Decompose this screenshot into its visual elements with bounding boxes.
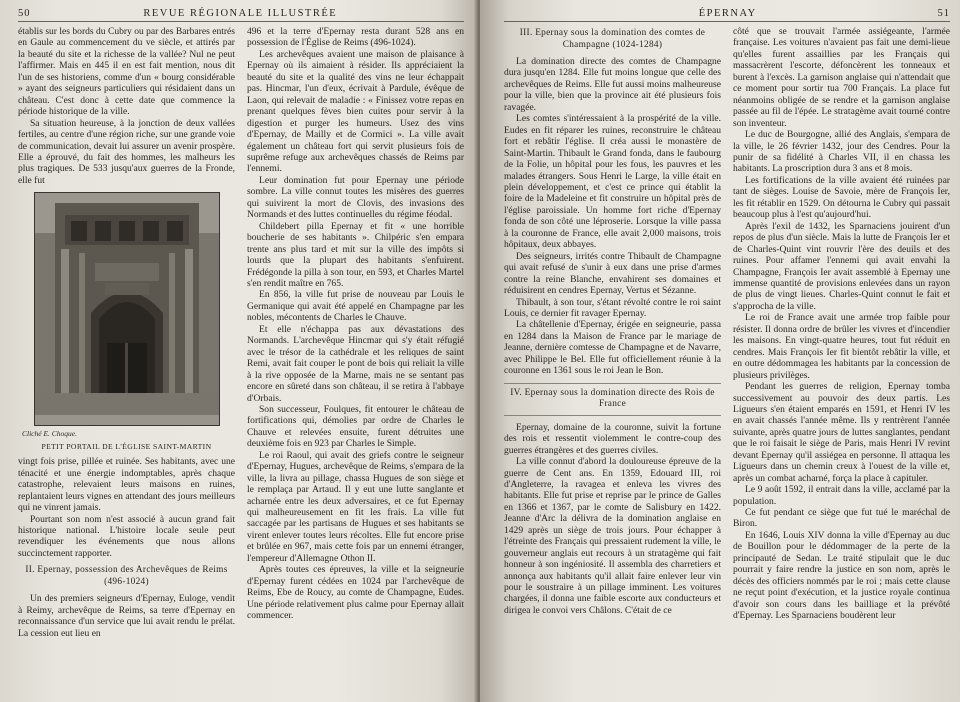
paragraph: Les fortifications de la ville avaient été ruinées par tant de sièges. Louise de Savoie, mère de François Ier, les fit rétablir en 1529. On détourna le Cubry qui passait beaucoup plus à l'est qu'aujourd'hui.: [733, 174, 950, 221]
paragraph: Pourtant son nom n'est associé à aucun grand fait historique national. L'histoire locale seule peut revendiquer les événements que nous allons succinctement rapporter.: [18, 513, 235, 559]
church-portal-photo: [34, 192, 220, 426]
left-page: [0, 0, 478, 702]
paragraph: établis sur les bords du Cubry ou par des Barbares entrés en Gaule au commencement du ve siècle, et attirés par la beauté du site et la richesse de la vallée? Nul ne peut l'affirmer. Mais en 445 il en est fait mention, nous dit l'un de ses historiens, comme d'un « bourg considérable » ayant des seigneurs particuliers qui résidaient dans un château. C'est donc à cette date que commence la période historique de la ville.: [18, 26, 235, 118]
paragraph: Childebert pilla Epernay et fit « une horrible boucherie de ses habitants ». Chilpéric s'en empara trente ans plus tard et mit sur la ville des impôts si lourds que la plupart des habitants s'enfuirent. Frédégonde la pilla à son tour, en 593, et Charles Martel s'en rendit maître en 765.: [247, 220, 464, 289]
right-page: [480, 0, 960, 702]
paragraph: La ville connut d'abord la douloureuse épreuve de la guerre de Cent ans. En 1359, Edouard III, roi d'Angleterre, la ravagea et enleva les vivres des habitants. Elle fut prise et reprise par le prince de Galles en 1366 et 1367, par le comte de Salisbury en 1422. Jeanne d'Arc la délivra de la domination anglaise en 1429 après un siège de trois jours. Pour échapper à l'étreinte des Français qui pressaient rudement la ville, le gouverneur anglais eut recours à un stratagème qui fait honneur à son ingéniosité. Il assembla des charretiers et annonça aux habitants qu'il allait faire enlever leur vin pour le soustraire à un pillage imminent. Les voitures chargées, il donna une faible escorte aux conducteurs et dirigea le convoi vers Châlons. C'était de ce: [504, 456, 721, 616]
paragraph: côté que se trouvait l'armée assiégeante, l'armée française. Les voitures n'avaient pas fait une demi-lieue qu'elles furent assaillies par les Français qui massacrèrent l'escorte, défoncèrent les tonneaux et burent à l'excès. La garnison anglaise qui n'attendait que ce moment pour sortir tua 700 Français. La place fut néanmoins obligée de se rendre et la garnison anglaise passée au fil de l'épée. Le stratagème avait tourné contre son inventeur.: [733, 26, 950, 129]
paragraph: Ce fut pendant ce siège que fut tué le maréchal de Biron.: [733, 507, 950, 530]
paragraph: Après toutes ces épreuves, la ville et la seigneurie d'Epernay furent cédées en 1024 par l'archevêque de Reims, Ebe de Roucy, au comte de Champagne, Eudes. Une période relativement plus calme pour Epernay allait commencer.: [247, 564, 464, 622]
section-heading-3: III. Epernay sous la domination des comtes de Champagne (1024-1284): [519, 28, 706, 50]
right-column-2: [733, 26, 950, 622]
left-column-1: [18, 26, 235, 639]
photo-credit: Cliché E. Choque.: [22, 429, 77, 439]
paragraph: Leur domination fut pour Epernay une période sombre. La ville connut toutes les misères des guerres qui suivirent la mort de Clovis, des invasions des Normands et des luttes continuelles du régime féodal.: [247, 174, 464, 221]
paragraph: Son successeur, Foulques, fit entourer le château de fortifications qui, démolies par ordre de Charles le Chauve et relevées ensuite, furent détruites une deuxième fois en 923 par Charles le Simple.: [247, 403, 464, 450]
left-column-2: [247, 26, 464, 639]
right-page-number: 51: [937, 8, 950, 19]
paragraph: Un des premiers seigneurs d'Epernay, Euloge, vendit à Reimy, archevêque de Reims, sa terre d'Epernay en reconnaissance d'un service que lui avait rendu le prélat. La cession eut lieu en: [18, 593, 235, 639]
paragraph: Le duc de Bourgogne, allié des Anglais, s'empara de la ville, le 26 février 1432, jour des Cendres. Pour la punir de sa fidélité à Charles VII, il en chassa les habitants. La proscription dura 3 ans et 8 mois.: [733, 129, 950, 175]
left-running-title: REVUE RÉGIONALE ILLUSTRÉE: [143, 8, 338, 19]
paragraph: Epernay, domaine de la couronne, suivit la fortune des rois et ressentit violemment le contre-coup des guerres étrangères et des guerres civiles.: [504, 421, 721, 456]
paragraph: vingt fois prise, pillée et ruinée. Ses habitants, avec une ténacité et une énergie indomptables, après chaque catastrophe, relevaient leurs maisons en ruines, replantaient leurs vignes en attendant des jours meilleurs qui ne vinrent jamais.: [18, 456, 235, 514]
right-columns: [504, 26, 950, 622]
section-heading-2: II. Epernay, possession des Archevêques de Reims (496-1024): [25, 565, 228, 587]
paragraph: 496 et la terre d'Epernay resta durant 528 ans en possession de l'Église de Reims (496-1024).: [247, 26, 464, 49]
paragraph: Après l'exil de 1432, les Sparnaciens jouirent d'un repos de plus d'un siècle. Mais la lutte de François Ier et de Charles-Quint vint rouvrir l'ère des deuils et des ruines. Pour affamer l'ennemi qui avait envahi la Champagne, François Ier avait assemblé à Epernay une immense quantité de provisions enlevées dans un rayon de plus de vingt lieues. Charles-Quint connut le fait et s'approcha de la ville.: [733, 220, 950, 312]
left-columns: [18, 26, 464, 639]
paragraph: En 1646, Louis XIV donna la ville d'Epernay au duc de Bouillon pour le dédommager de la perte de la principauté de Sedan. Le traité stipulait que le duc pourrait y faire rendre la justice en son nom, après le décès des officiers nommés par le roi ; mais cette clause ne reçut point d'exécution, et la justice royale continua d'avoir son cours dans les bailliage et la prévôté d'Epernay. Les Sparnaciens boudèrent leur: [733, 529, 950, 622]
right-column-1: [504, 26, 721, 622]
figure-church-portal: [18, 192, 235, 452]
left-page-number: 50: [18, 8, 31, 19]
paragraph: Le roi de France avait une armée trop faible pour résister. Il donna ordre de brûler les vivres et d'incendier les maisons. En vingt-quatre heures, tout fut réduit en cendres. Mais François Ier fit bientôt rebâtir la ville, et en outre dédommagea les habitants par la concession de plusieurs privilèges.: [733, 312, 950, 381]
section-divider: [504, 383, 721, 416]
paragraph: La domination directe des comtes de Champagne dura jusqu'en 1284. Elle fut moins longue que celle des archevêques de Reims. Elle fut aussi moins malheureuse pour la ville, bien que la province ait été plusieurs fois ravagée.: [504, 56, 721, 113]
paragraph: En 856, la ville fut prise de nouveau par Louis le Germanique qui avait été appelé en Champagne par les nobles, mécontents de Charles le Chauve.: [247, 289, 464, 324]
paragraph: Et elle n'échappa pas aux dévastations des Normands. L'archevêque Hincmar qui s'y était réfugié avec le trésor de la cathédrale et les reliques de saint Remi, avait fait couper le pont de bois qui reliait la ville à la rive opposée de la Marne, mais ne se sentant pas encore en sûreté dans son château, il se retira à l'abbaye d'Orbais.: [247, 323, 464, 404]
photo-caption: PETIT PORTAIL DE L'ÉGLISE SAINT-MARTIN: [41, 441, 212, 451]
paragraph: Les comtes s'intéressaient à la prospérité de la ville. Eudes en fit réparer les ruines, reconstruire le château fort et rebâtir l'église. Il créa aussi le monastère de Saint-Martin. Thibault le Grand fonda, dans le faubourg de la Folie, un hôpital pour les fous, les pauvres et les malades étrangers. Sous Henri le Large, la ville était en plein développement, et c'est ce prince qui établit la foire de la Madeleine et fit construire un hôpital près de l'église paroissiale. Un homme fort riche d'Epernay fonda de son côté une léproserie. Lorsque la ville passa à la couronne de France, elle avait 2,000 maisons, trois hôpitaux, deux abbayes.: [504, 113, 721, 251]
left-running-head: [18, 8, 464, 22]
paragraph: Pendant les guerres de religion, Epernay tomba successivement au pouvoir des deux partis. Les Ligueurs s'en étaient emparés en 1591, et Henri IV les en avait chassés l'année même. Ils y rentrèrent l'année suivante, après quatre jours de luttes sanglantes, pendant que le roi faisait le siège de Paris, mais Henri IV revint devant Epernay qu'il assiégea en personne. Il attaqua les Ligueurs dans un chemin creux à l'ouest de la ville et, après un combat acharné, força la place à capituler.: [733, 381, 950, 484]
section-heading-4: IV. Epernay sous la domination directe des Rois de France: [510, 387, 715, 410]
paragraph: Thibault, à son tour, s'étant révolté contre le roi saint Louis, ce dernier fit ravager Epernay.: [504, 296, 721, 319]
paragraph: Les archevêques avaient une maison de plaisance à Epernay où ils aimaient à résider. Ils appréciaient la beauté du site et la qualité des vins ne leur échappait pas. Hincmar, l'un d'eux, écrivait à Pardule, évêque de Laon, qui relevait de maladie : « Finissez votre repas en prenant quelques fèves bien cuites pour servir à la digestion et purger les humeurs. Usez des vins d'Epernay, de Mailly et de Cormici ». La ville avait également un château fort qui servit plusieurs fois de suprême refuge aux archevêques chassés de Reims par l'ennemi.: [247, 48, 464, 175]
paragraph: Sa situation heureuse, à la jonction de deux vallées fertiles, au centre d'une région riche, sur une grande voie de communication, devait lui assurer un avenir prospère. Elle a éprouvé, du fait des hommes, les malheurs les plus tragiques. De 533 jusqu'aux guerres de la Fronde, elle fut: [18, 117, 235, 186]
right-running-head: [504, 8, 950, 22]
paragraph: Le roi Raoul, qui avait des griefs contre le seigneur d'Epernay, Hugues, archevêque de Reims, s'empara de la ville, la livra au pillage, chassa Hugues de son siège et le remplaça par Artaud. Il y eut une lutte sanglante et acharnée entre les deux adversaires, et ce fut Epernay qui malheureusement en fit les frais. La ville fut saccagée par les partisans de Hugues et ses habitants se virent enlever toutes leurs récoltes. Elle fut encore prise et brûlée en 967, mais cette fois par un ennemi étranger, l'empereur d'Allemagne Othon II.: [247, 449, 465, 564]
paragraph: Le 9 août 1592, il entrait dans la ville, acclamé par la population.: [733, 484, 950, 507]
right-running-title: ÉPERNAY: [698, 8, 757, 19]
paragraph: Des seigneurs, irrités contre Thibault de Champagne qui avait refusé de s'unir à eux dans une prise d'armes contre la reine Blanche, envahirent ses domaines et réduisirent en cendres Epernay, Vertus et Sézanne.: [504, 250, 721, 297]
paragraph: La châtellenie d'Epernay, érigée en seigneurie, passa en 1284 dans la Maison de France par le mariage de Jeanne, dernière comtesse de Champagne et de Navarre, avec Philippe le Bel. Elle fut officiellement réunie à la couronne en 1361 sous le roi Jean le Bon.: [504, 319, 721, 377]
church-portal-illustration: [35, 193, 219, 425]
